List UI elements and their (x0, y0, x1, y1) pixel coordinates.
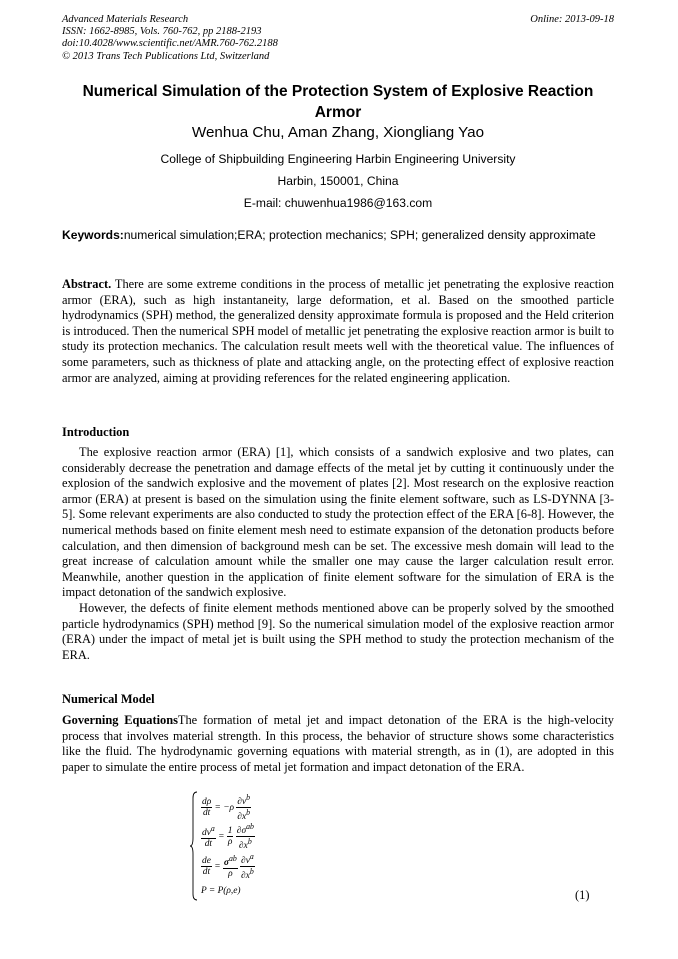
copyright: © 2013 Trans Tech Publications Ltd, Switzerland (62, 50, 270, 62)
introduction-heading: Introduction (62, 425, 130, 439)
numerical-model-heading: Numerical Model (62, 692, 155, 706)
keywords-text: numerical simulation;ERA; protection mechanics; SPH; generalized density approximate (123, 228, 596, 242)
online-date: Online: 2013-09-18 (530, 14, 614, 25)
keywords-label: Keywords: (62, 228, 124, 242)
keywords (62, 228, 614, 244)
continuity-equation: $\frac{d\rho}{dt}$ = −ρ $\frac{\partial v^b}{\partial x^b}$ (202, 793, 251, 823)
left-brace-icon (189, 790, 199, 902)
equation-number: (1) (575, 888, 590, 902)
momentum-equation: $\frac{dv^a}{dt}$ = $\frac{1}{\rho}$ $\frac{\partial\sigma^{ab}}{\partial x^b}$ (202, 822, 254, 852)
introduction-body (62, 445, 614, 663)
governing-equations-text: The formation of metal jet and impact detonation of the ERA is the high-velocity process that involves material strength. In this process, the behavior of structure shows some characteristics like the fluid. The hydrodynamic governing equations with material strength, as in (1), are adopted in this paper to simulate the entire process of metal jet formation and impact detonation of the ERA. (62, 713, 614, 774)
energy-equation: $\frac{de}{dt}$ = $\frac{\sigma^{ab}}{\rho}$ $\frac{\partial v^a}{\partial x^b}$ (202, 852, 254, 882)
introduction-paragraph-2: However, the defects of finite element methods mentioned above can be properly solved by the smoothed particle hydrodynamics (SPH) method [9]. So the numerical simulation model of the explosive reaction armor (ERA) under the impact of metal jet is built using the SPH method to study the protection mechanism of the ERA. (62, 600, 614, 662)
equation-system (189, 790, 299, 902)
introduction-paragraph-1: The explosive reaction armor (ERA) [1], which consists of a sandwich explosive and two plates, can considerably decrease the penetration and damage effects of the metal jet by cutting it continuously under the explosion of the sandwich explosive and the movement of plates [2]. Most research on the explosive reaction armor (ERA) at present is based on the simulation using the finite element software, such as LS-DYNNA [3-5]. Some relevant experiments are also conducted to study the protection effect of the ERA [6-8]. However, the numerical methods based on finite element mesh need to estimate expansion of the detonation products before calculation, and then dimension of background mesh can be set. The excessive mesh domain will lead to the great increase of calculation amount while the smaller one may cause the larger calculation result error. Meanwhile, another question in the application of finite element software for the simulation of ERA is the impact detonation of the sandwich explosive. (62, 445, 614, 600)
email: E-mail: chuwenhua1986@163.com (243, 196, 433, 210)
abstract (62, 277, 614, 386)
address: Harbin, 150001, China (277, 174, 399, 188)
governing-equations-paragraph (62, 713, 614, 775)
paper-title: Numerical Simulation of the Protection System of Explosive Reaction Armor (82, 83, 594, 121)
abstract-label: Abstract. (62, 277, 112, 291)
abstract-text: There are some extreme conditions in the process of metallic jet penetrating the explosive reaction armor (ERA), such as high instantaneity, large deformation, et al. Based on the smoothed particle hydrodynamics (SPH) method, the generalized density approximate formula is proposed and the Held criterion is introduced. Then the numerical SPH model of metallic jet penetrating the explosive reaction armor is built to study its protection mechanics. The calculation result meets well with the theoretical value. The influences of some parameters, such as thickness of plate and attacking angle, on the protecting effect of explosive reaction armor are analyzed, aiming at providing references for the related engineering application. (62, 277, 615, 385)
authors: Wenhua Chu, Aman Zhang, Xiongliang Yao (191, 124, 485, 141)
affiliation: College of Shipbuilding Engineering Harbin Engineering University (160, 152, 516, 166)
governing-equations-subheading: Governing Equations (62, 713, 178, 727)
doi: doi:10.4028/www.scientific.net/AMR.760-762.2188 (62, 38, 278, 50)
journal-header (62, 14, 278, 63)
issn: ISSN: 1662-8985, Vols. 760-762, pp 2188-2193 (62, 26, 262, 38)
journal-name: Advanced Materials Research (62, 14, 189, 25)
state-equation: P = P(ρ,e) (201, 886, 241, 896)
